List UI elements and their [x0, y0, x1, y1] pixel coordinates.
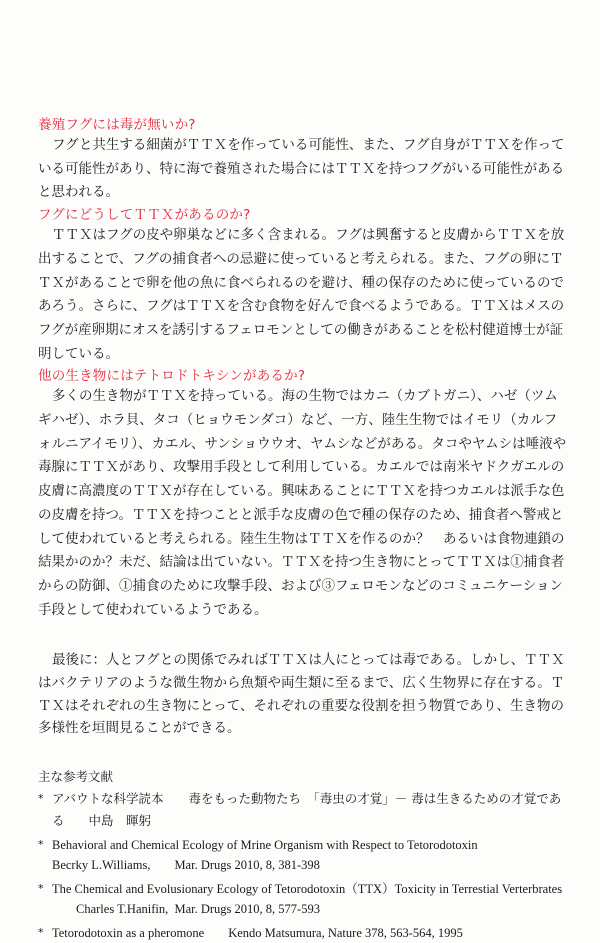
reference-author: Charles T.Hanifin, — [76, 902, 169, 917]
reference-item — [38, 835, 568, 876]
reference-title: Behavioral and Chemical Ecology of Mrine Organism with Respect to Tetorodotoxin — [52, 837, 478, 852]
bullet-marker: * — [38, 837, 44, 851]
section-body: 多くの生き物がＴＴＸを持っている。海の生物ではカニ（カブトガニ）、ハゼ（ツムギハゼ）、ホラ貝、タコ（ヒョウモンダコ）など、一方、陸生生物ではイモリ（カルフォルニアイモリ）、カエル、サンショウウオ、ヤムシなどがある。タコやヤムシは唾液や毒腺にＴＴＸがあり、攻撃用手段として利用している。カエルでは南米ヤドクガエルの皮膚に高濃度のＴＴＸが存在している。興味あることにＴＴＸを持つカエルは派手な色の皮膚を持つ。ＴＴＸを持つことと派手な皮膚の色で種の保存のため、捕食者へ警戒として使われていると考えられる。陸生生物はＴＴＸを作るのか？ あるいは食物連鎖の結果かのか？未だ、結論は出ていない。ＴＴＸを持つ生き物にとってＴＴＸは①捕食者からの防御、①捕食のために攻撃手段、および③フェロモンなどのコミュニケーション手段として使われているようである。 — [38, 388, 567, 618]
reference-author: Becrky L.Williams, — [52, 858, 151, 873]
reference-source: Mar. Drugs 2010, 8, 381-398 — [174, 858, 320, 873]
reference-title: アバウトな科学読本 毒をもった動物たち 「毒虫の才覚」－ 毒は生きるための才覚である — [52, 790, 562, 828]
bullet-marker: * — [38, 791, 44, 805]
reference-source: Mar. Drugs 2010, 8, 577-593 — [174, 902, 320, 917]
section-heading: フグにどうしてＴＴＸがあるのか? — [38, 207, 251, 224]
document-content — [38, 116, 568, 943]
reference-item — [38, 879, 568, 920]
reference-title: The Chemical and Evolusionary Ecology of Tetorodotoxin（TTX）Toxicity in Terrestial Verterbrates — [52, 881, 563, 896]
reference-item — [38, 788, 568, 832]
references-title: 主な参考文献 — [38, 768, 114, 784]
section-heading: 他の生き物にはテトロドトキシンがあるか? — [38, 368, 306, 385]
section-why-fugu-has-ttx — [38, 206, 568, 366]
reference-item — [38, 923, 568, 943]
section-heading: 養殖フグには毒が無いか? — [38, 117, 196, 133]
reference-author: Kendo Matsumura, Nature 378, 563-564, 1995 — [228, 925, 463, 940]
bullet-marker: * — [38, 925, 44, 939]
reference-author: 中島 暉躬 — [88, 812, 152, 828]
section-body: ＴＴＸはフグの皮や卵巣などに多く含まれる。フグは興奮すると皮膚からＴＴＸを放出することで、フグの捕食者への忌避に使っていると考えられる。また、フグの卵にＴＴＸがあることで卵を他の魚に食べられるのを避け、種の保存のために使っているのであろう。さらに、フグはＴＴＸを含む食物を好んで食べるようである。ＴＴＸはメスのフグが産卵期にオスを誘引するフェロモンとしての働きがあることを松村健道博士が証明している。 — [38, 227, 565, 362]
reference-title: Tetorodotoxin as a pheromone — [52, 925, 205, 940]
section-body: フグと共生する細菌がＴＴＸを作っている可能性、また、フグ自身がＴＴＸを作っている可能性があり、特に海で養殖された場合にはＴＴＸを持つフグがいる可能性があると思われる。 — [38, 137, 565, 201]
section-farmed-fugu — [38, 116, 568, 205]
bullet-marker: * — [38, 881, 44, 895]
section-other-creatures — [38, 367, 568, 622]
closing-paragraph: 最後に：人とフグとの関係でみればＴＴＸは人にとっては毒である。しかし、ＴＴＸはバクテリアのような微生物から魚類や両生類に至るまで、広く生物界に存在する。ＴＴＸはそれぞれの生き物にとって、それぞれの重要な役割を担う物質であり、生き物の多様性を垣間見ることができる。 — [38, 652, 565, 737]
